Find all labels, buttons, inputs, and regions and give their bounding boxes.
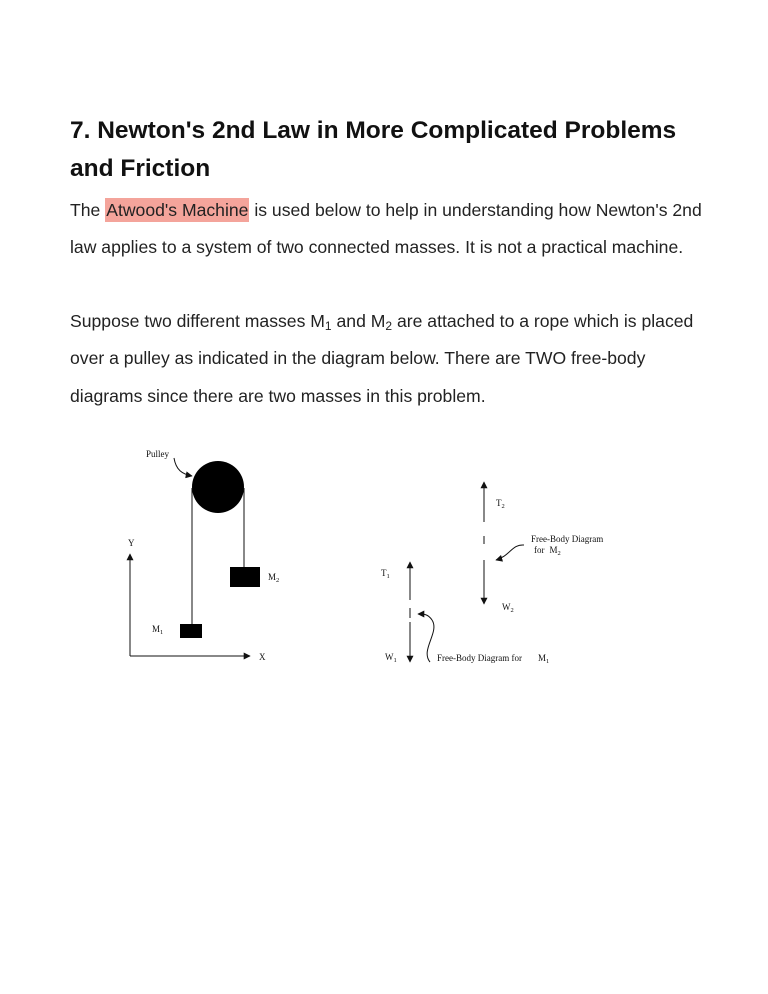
weight-1-label: $W_1$ [385,652,397,664]
pulley-pointer-arrow [174,458,192,476]
setup-text-1: Suppose two different masses M [70,311,325,331]
pulley-wheel [192,461,244,513]
intro-text-start: The [70,200,106,220]
setup-paragraph [70,303,710,415]
fbd2-title-line2: for $M_2$ [534,545,561,557]
intro-text-end: is used below to help in understanding how Newton's 2nd law applies to a system of two connected masses. It is not a practical machine. [70,200,702,258]
mass-2-label: $M_2$ [268,572,280,584]
mass-1-label: $M_1$ [152,624,164,636]
fbd2-title-line1: Free-Body Diagram [531,534,604,544]
weight-2-label: $W_2$ [502,602,514,614]
setup-text-3: are attached to a rope which is placed over a pulley as indicated in the diagram below. There are TWO free-body diagrams since there are two masses in this problem. [70,311,694,406]
section-heading: 7. Newton's 2nd Law in More Complicated Problems and Friction [70,117,677,182]
atwood-machine-diagram [90,440,630,680]
setup-sub-2: 2 [385,319,393,333]
fbd2-pointer-arrow [496,545,524,560]
atwood-machine-highlight: Atwood's Machine [106,200,249,220]
intro-paragraph [70,192,710,267]
y-axis-label: Y [128,538,135,548]
tension-1-label: $T_1$ [381,568,390,580]
fbd1-title: Free-Body Diagram for [437,653,522,663]
fbd1-mass-label: $M_1$ [538,653,550,665]
x-axis-label: X [259,652,266,662]
mass-1-block [180,624,202,638]
setup-sub-1: 1 [324,319,332,333]
fbd1-pointer-arrow [418,614,434,662]
tension-2-label: $T_2$ [496,498,505,510]
setup-text-2: and M [331,311,386,331]
pulley-label: Pulley [146,449,170,459]
mass-2-block [230,567,260,587]
